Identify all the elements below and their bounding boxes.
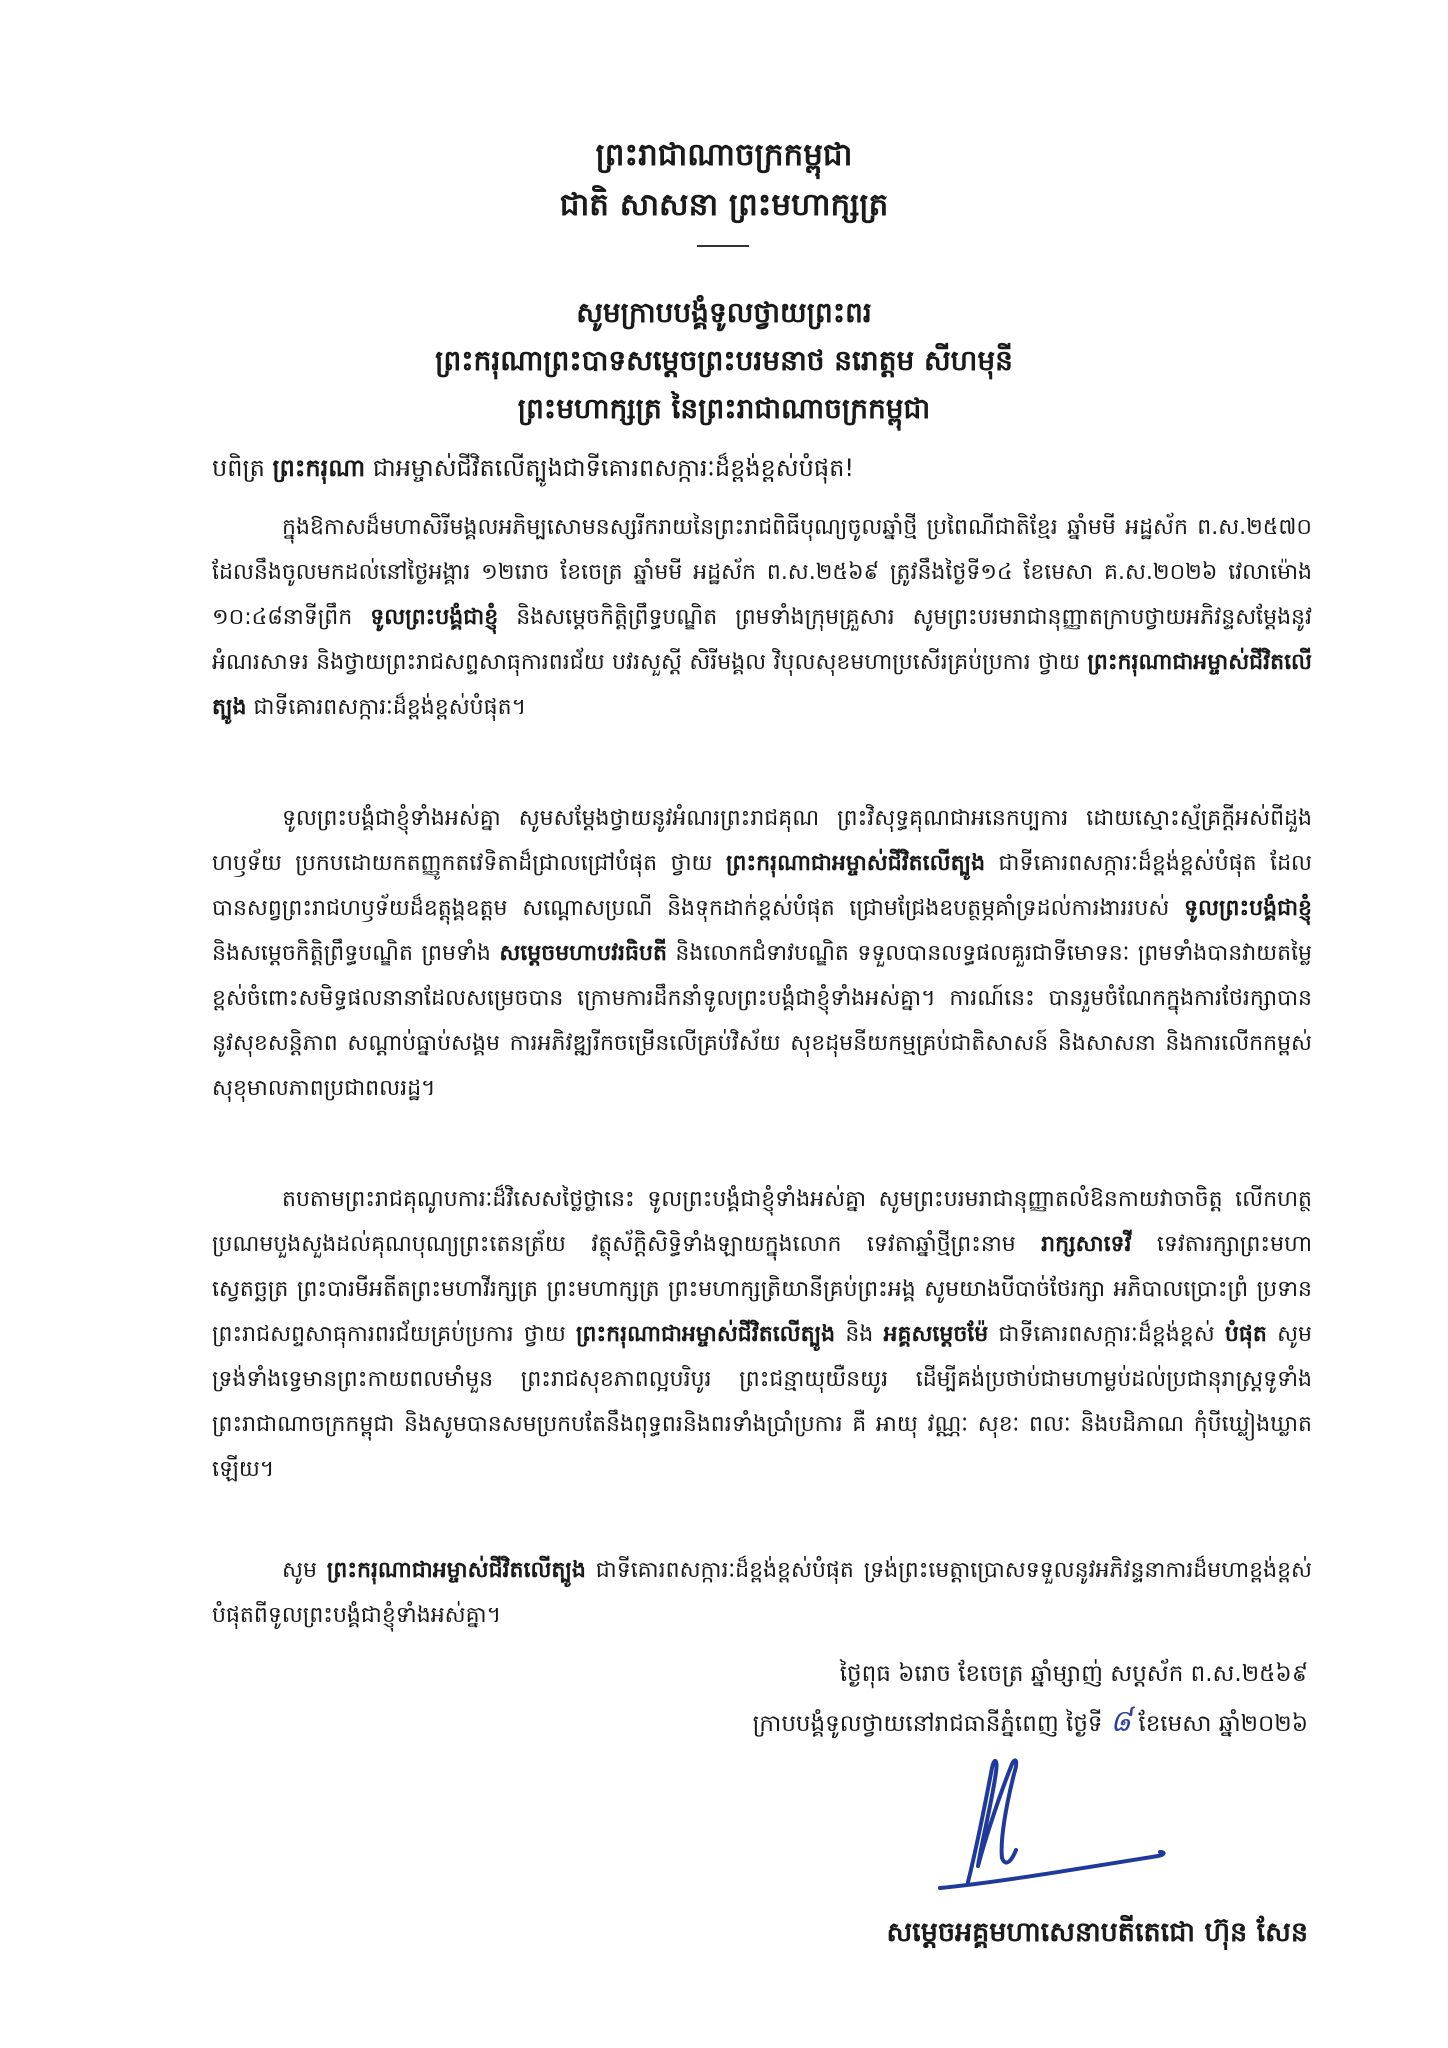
address-line3: ព្រះមហាក្សត្រ នៃព្រះរាជាណាចក្រកម្ពុជា <box>517 392 931 425</box>
paragraph-3 <box>212 1177 1312 1492</box>
p3-bold-4: បំផុត <box>1224 1322 1267 1347</box>
p2-text-1: ទូលព្រះបង្គំជាខ្ញុំទាំងអស់គ្នា សូមសម្តែងថ្វាយនូវអំណរព្រះរាជគុណ ព្រះវិសុទ្ធគុណជាអនេកប្បការ ដោយស្មោះស្ម័គ្រក្តីអស់ពីដួងហឫទ័យ ប្រកបដោយកតញ្ញូកតវេទិតាដ៏ជ្រាលជ្រៅបំផុត ថ្វាយ <box>212 806 1312 876</box>
address-line2: ព្រះករុណាព្រះបាទសម្តេចព្រះបរមនាថ នរោត្តម សីហមុនី <box>435 344 1013 377</box>
p4-bold-1: ព្រះករុណាជាអម្ចាស់ជីវិតលើត្បូង <box>326 1558 586 1583</box>
p1-bold-2: ព្រះករុណាជាអម្ចាស់ជីវិតលើត្បូង <box>212 650 1312 720</box>
dateline-solar-suffix: ខែមេសា ឆ្នាំ២០២៦ <box>1138 1711 1308 1737</box>
p3-bold-2: ព្រះករុណាជាអម្ចាស់ជីវិតលើត្បូង <box>576 1322 836 1347</box>
address-line1: សូមក្រាបបង្គំទូលថ្វាយព្រះពរ <box>576 296 872 329</box>
p1-text-3: ជាទីគោរពសក្ការៈដ៏ខ្ពង់ខ្ពស់បំផុត។ <box>253 695 527 720</box>
p2-text-3: និងសម្តេចកិត្តិព្រឹទ្ធបណ្ឌិត ព្រមទាំង <box>212 941 491 966</box>
p3-text-2: ទេវតារក្សាព្រះមហាស្វេតច្ឆត្រ ព្រះបារមីអតីតព្រះមហាវីរក្សត្រ ព្រះមហាក្សត្រ ព្រះមហាក្សត្រិយានីគ្រប់ព្រះអង្គ សូមយាងបីបាច់ថែរក្សា អភិបាលប្រោះព្រំ ប្រទានព្រះរាជសព្ទសាធុការពរជ័យគ្រប់ប្រការ ថ្វាយ <box>212 1232 1312 1347</box>
signature-image <box>920 1740 1180 1900</box>
p3-text-5: សូមទ្រង់ទាំងទ្វេមានព្រះកាយពលមាំមួន ព្រះរាជសុខភាពល្អបរិបូរ ព្រះជន្មាយុយឺនយូរ ដើម្បីគង់ប្រថាប់ជាមហាម្លប់ដល់ប្រជានុរាស្ត្រទូទាំងព្រះរាជាណាចក្រកម្ពុជា និងសូមបានសមប្រកបតែនឹងពុទ្ធពរនិងពរទាំងប្រាំប្រការ គឺ អាយុ វណ្ណៈ សុខៈ ពលៈ និងបដិភាណ កុំបីឃ្លៀងឃ្លាតឡើយ។ <box>212 1322 1312 1482</box>
salutation-rest: ជាអម្ចាស់ជីវិតលើត្បូងជាទីគោរពសក្ការៈដ៏ខ្ពង់ខ្ពស់បំផុត! <box>372 454 854 482</box>
dateline-lunar: ថ្ងៃពុធ ៦រោច ខែចេត្រ ឆ្នាំម្សាញ់ សប្តស័ក ព.ស.២៥៦៩ <box>839 1661 1308 1687</box>
signer-name: សម្តេចអគ្គមហាសេនាបតីតេជោ ហ៊ុន សែន <box>886 1917 1308 1948</box>
p3-bold-3: អគ្គសម្តេចម៉ែ <box>883 1322 989 1347</box>
p3-bold-1: រាក្សសាទេវី <box>1041 1232 1132 1257</box>
salutation-title: ព្រះករុណា <box>272 454 366 482</box>
p4-text-2: ជាទីគោរពសក្ការៈដ៏ខ្ពង់ខ្ពស់បំផុត ទ្រង់ព្រះមេត្តាប្រោសទទួលនូវអភិវន្ទនាការដ៏មហាខ្ពង់ខ្ពស់បំផុតពីទូលព្រះបង្គំជាខ្ញុំទាំងអស់គ្នា។ <box>212 1558 1312 1628</box>
paragraph-4 <box>212 1548 1312 1638</box>
kingdom-motto-line2: ជាតិ សាសនា ព្រះមហាក្សត្រ <box>559 187 889 223</box>
dateline-solar-prefix: ក្រាបបង្គំទូលថ្វាយនៅរាជធានីភ្នំពេញ ថ្ងៃទី <box>752 1711 1103 1737</box>
kingdom-motto-line1: ព្រះរាជាណាចក្រកម្ពុជា <box>595 137 853 173</box>
paragraph-2 <box>212 796 1312 1111</box>
p2-text-2: ជាទីគោរពសក្ការៈដ៏ខ្ពង់ខ្ពស់បំផុត ដែលបានសព្វព្រះរាជហឫទ័យដ៏ឧត្តុង្គឧត្តម សណ្តោសប្រណី និងទុកដាក់ខ្ពស់បំផុត ជ្រោមជ្រែងឧបត្ថម្ភគាំទ្រដល់ការងាររបស់ <box>212 851 1312 921</box>
p3-text-3: និង <box>845 1322 874 1347</box>
salutation-prefix: បពិត្រ <box>212 454 265 482</box>
p1-text-1: ក្នុងឱកាសដ៏មហាសិរីមង្គលអភិម្បសោមនស្សរីករាយនៃព្រះរាជពិធីបុណ្យចូលឆ្នាំថ្មី ប្រពៃណីជាតិខ្មែរ ឆ្នាំមមី អដ្ឋស័ក ព.ស.២៥៧០ ដែលនឹងចូលមកដល់នៅថ្ងៃអង្គារ ១២រោច ខែចេត្រ ឆ្នាំមមី អដ្ឋស័ក ព.ស.២៥៦៩ ត្រូវនឹងថ្ងៃទី១៤ ខែមេសា គ.ស.២០២៦ វេលាម៉ោង ១០:៤៨នាទីព្រឹក <box>212 515 1312 630</box>
p3-text-4: ជាទីគោរពសក្ការៈដ៏ខ្ពង់ខ្ពស់ <box>998 1322 1215 1347</box>
p2-bold-1: ព្រះករុណាជាអម្ចាស់ជីវិតលើត្បូង <box>725 851 986 876</box>
handwritten-day: ៨ <box>1109 1704 1132 1739</box>
paragraph-1 <box>212 505 1312 730</box>
p2-bold-3: សម្តេចមហាបវរធិបតី <box>499 941 667 966</box>
p4-text-1: សូម <box>282 1558 317 1583</box>
p1-text-2: និងសម្តេចកិត្តិព្រឹទ្ធបណ្ឌិត ព្រមទាំងក្រុមគ្រួសារ សូមព្រះបរមរាជានុញ្ញាតក្រាបថ្វាយអភិវន្ទសម្តែងនូវអំណរសាទរ និងថ្វាយព្រះរាជសព្ទសាធុការពរជ័យ បវរសួស្តី សិរីមង្គល វិបុលសុខមហាប្រសើរគ្រប់ប្រការ ថ្វាយ <box>212 605 1312 675</box>
p2-text-4: និងលោកជំទាវបណ្ឌិត ទទួលបានលទ្ធផលគួរជាទីមោទនៈ ព្រមទាំងបានវាយតម្លៃខ្ពស់ចំពោះសមិទ្ធផលនានាដែលសម្រេចបាន ក្រោមការដឹកនាំទូលព្រះបង្គំជាខ្ញុំទាំងអស់គ្នា។ ការណ៍នេះ បានរួមចំណែកក្នុងការថែរក្សាបាននូវសុខសន្តិភាព សណ្តាប់ធ្នាប់សង្គម ការអភិវឌ្ឍរីកចម្រើនលើគ្រប់វិស័យ សុខដុមនីយកម្មគ្រប់ជាតិសាសន៍ និងសាសនា និងការលើកកម្ពស់សុខុមាលភាពប្រជាពលរដ្ឋ។ <box>212 941 1313 1101</box>
p3-text-1: តបតាមព្រះរាជគុណូបការៈដ៏វិសេសថ្លៃថ្លានេះ ទូលព្រះបង្គំជាខ្ញុំទាំងអស់គ្នា សូមព្រះបរមរាជានុញ្ញាតលំឱនកាយវាចាចិត្ត លើកហត្ថប្រណមបួងសួងដល់គុណបុណ្យព្រះតេនត្រ័យ វត្ថុស័ក្តិសិទ្ធិទាំងឡាយក្នុងលោក ទេវតាឆ្នាំថ្មីព្រះនាម <box>212 1187 1312 1257</box>
p2-bold-2: ទូលព្រះបង្គំជាខ្ញុំ <box>1184 896 1312 921</box>
salutation <box>212 449 1312 487</box>
p1-bold-1: ទូលព្រះបង្គំជាខ្ញុំ <box>370 605 499 630</box>
header-divider <box>697 245 749 247</box>
